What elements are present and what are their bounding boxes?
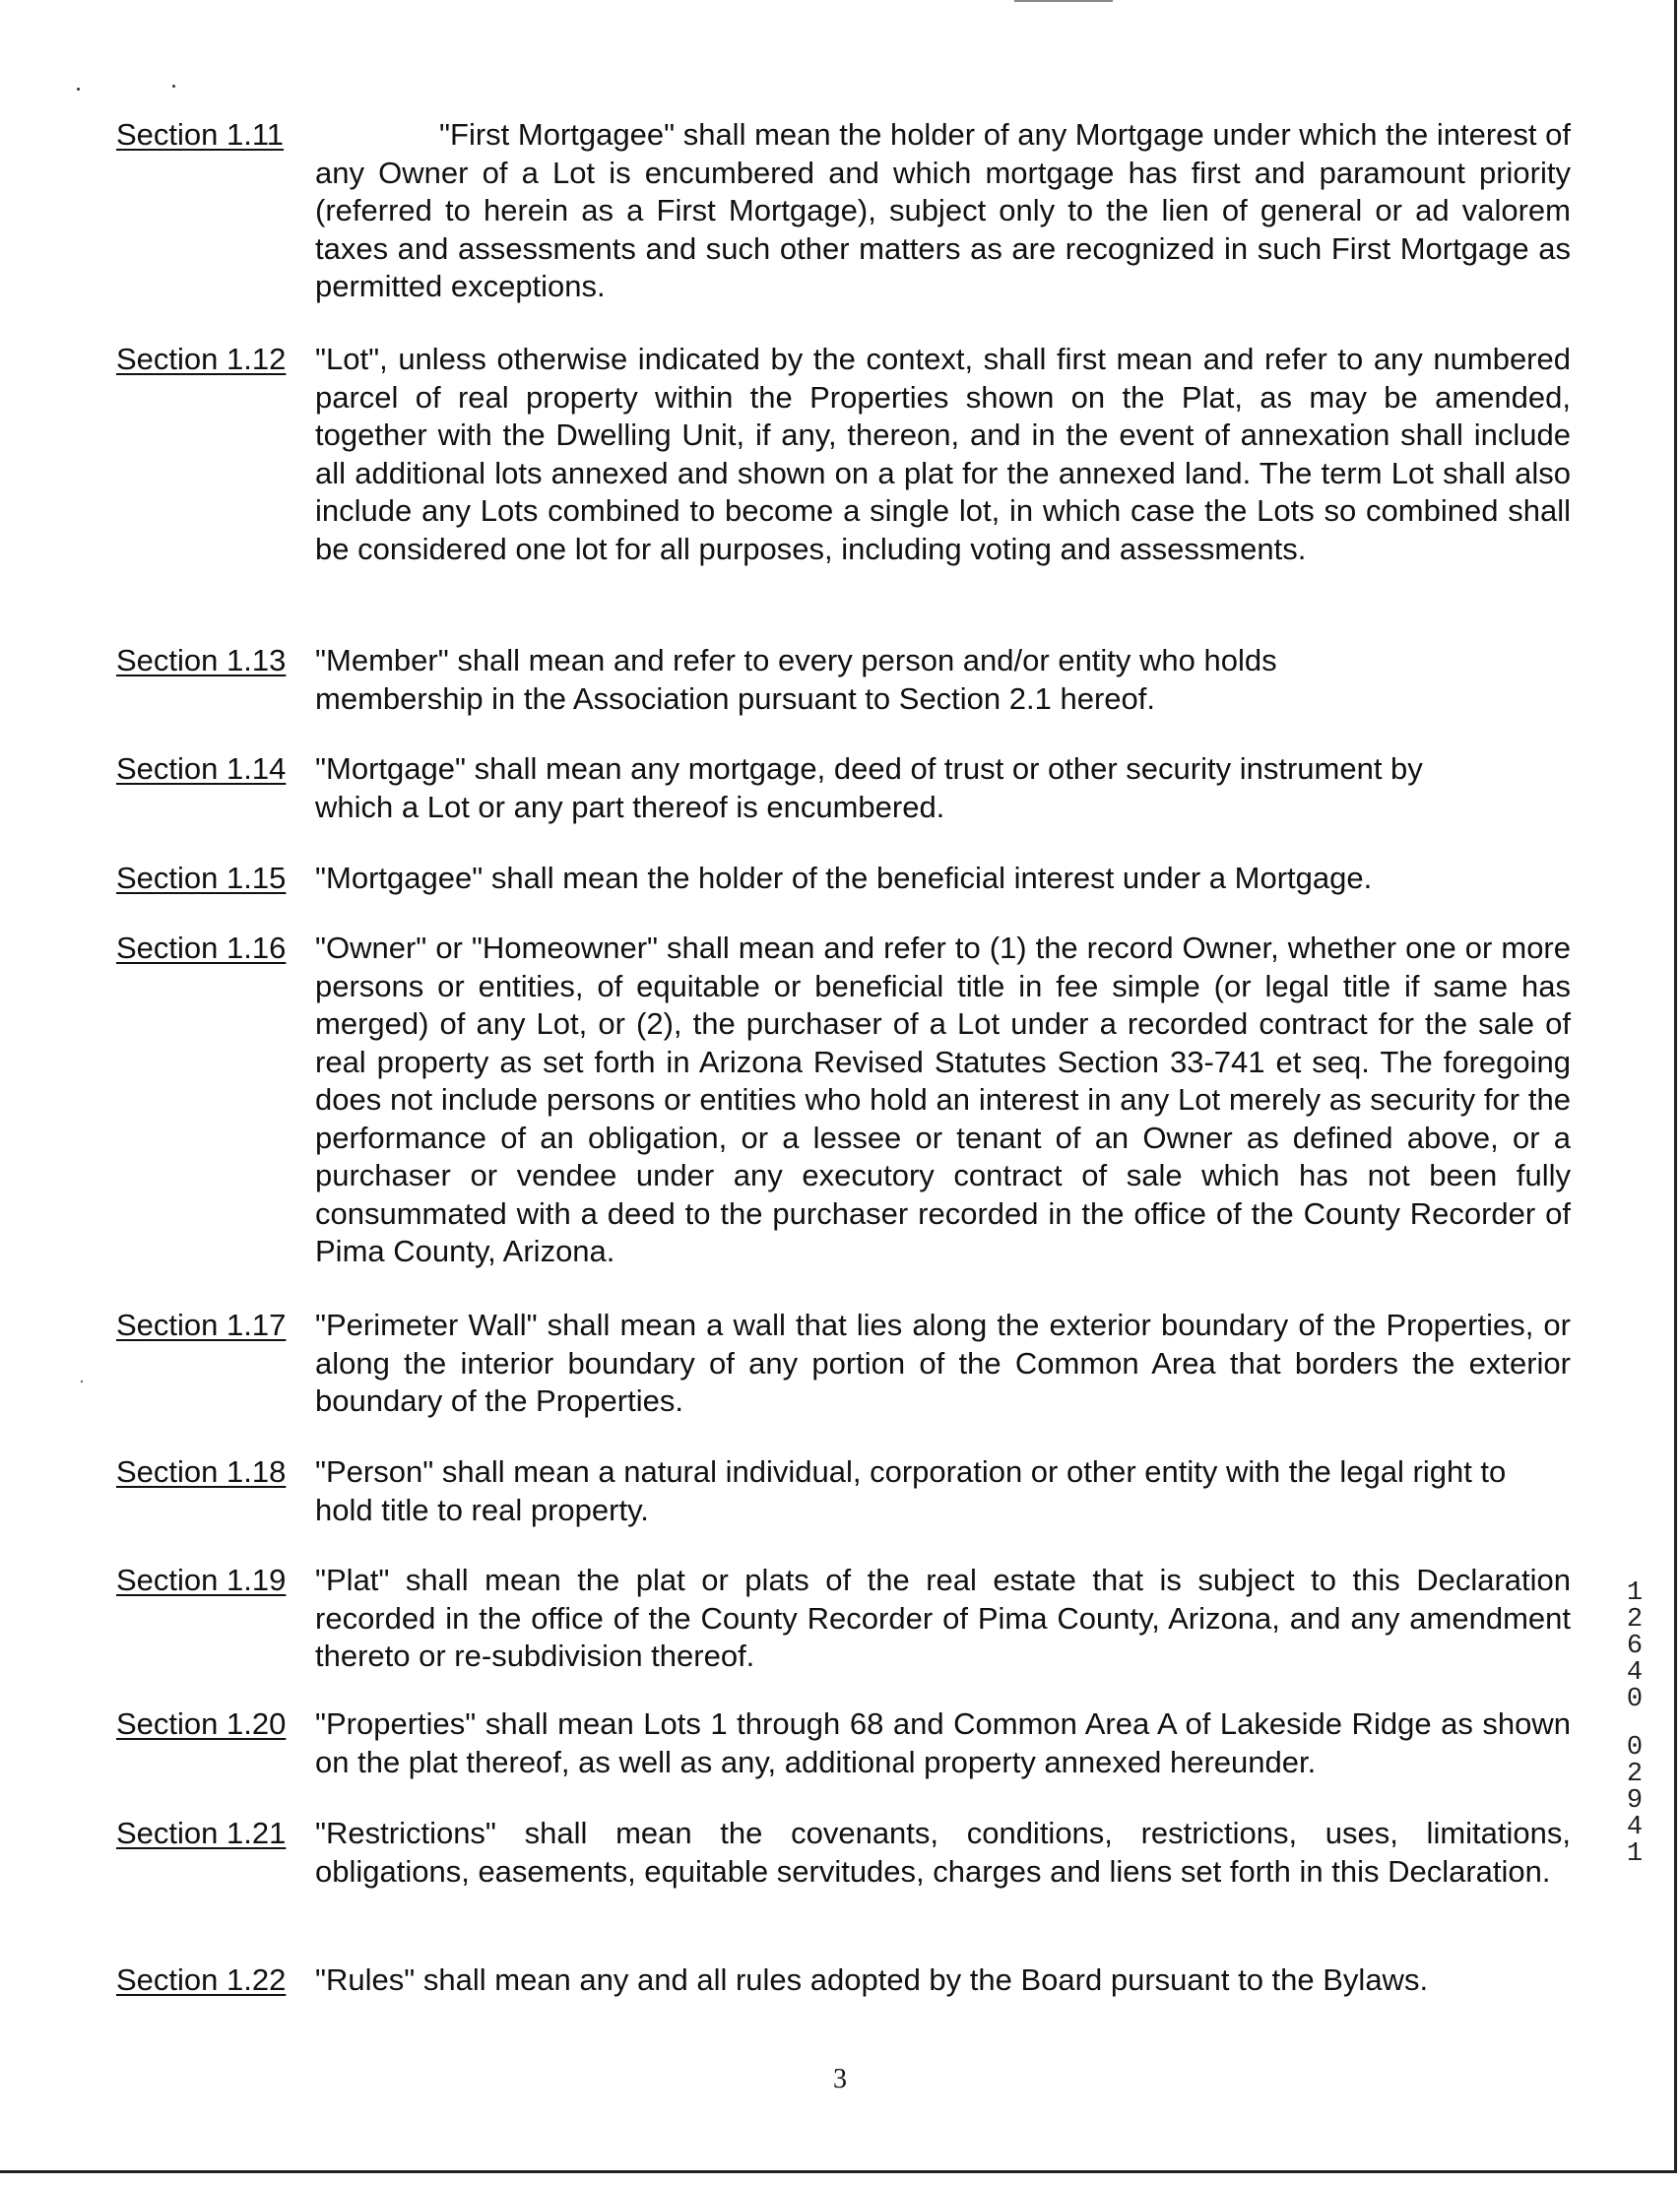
section-text: "Person" shall mean a natural individual, corporation or other entity with the legal right to hold title to real property. (315, 1454, 1507, 1527)
section-label: Section 1.14 (116, 751, 287, 786)
section-1-22 (116, 1961, 1574, 2000)
stamp-digit: 9 (1626, 1786, 1644, 1816)
stamp-page-number (1623, 1735, 1647, 1868)
stamp-digit: 6 (1626, 1632, 1644, 1661)
section-text: "Rules" shall mean any and all rules adopted by the Board pursuant to the Bylaws. (315, 1962, 1429, 1997)
section-label: Section 1.18 (116, 1454, 287, 1489)
scan-border-right (1674, 0, 1677, 2172)
stamp-digit: 4 (1626, 1813, 1644, 1842)
stamp-digit: 2 (1626, 1760, 1644, 1789)
section-label: Section 1.19 (116, 1563, 287, 1597)
section-1-13 (116, 642, 1574, 718)
section-text: "Lot", unless otherwise indicated by the context, shall first mean and refer to any numbered parcel of real property within the Properties shown on the Plat, as may be amended, together with the Dwelling Unit, if any, thereon, and in the event of annexation shall include all additional lots annexed and shown on a plat for the annexed land. The term Lot shall also include any Lots combined to become a single lot, in which case the Lots so combined shall be considered one lot for all purposes, including voting and assessments. (315, 342, 1571, 566)
section-1-15 (116, 860, 1574, 898)
section-1-12 (116, 341, 1574, 568)
stamp-book-number (1623, 1580, 1647, 1713)
section-text: "Properties" shall mean Lots 1 through 68 and Common Area A of Lakeside Ridge as shown on the plat thereof, as well as any, additional property annexed hereunder. (315, 1706, 1571, 1779)
section-label: Section 1.11 (116, 117, 285, 152)
stamp-digit: 4 (1626, 1658, 1644, 1688)
scan-speck (172, 85, 175, 88)
stamp-digit: 1 (1626, 1839, 1644, 1869)
section-text: "Plat" shall mean the plat or plats of the real estate that is subject to this Declaration recorded in the office of the County Recorder of Pima County, Arizona, and any amendment thereto or re-subdivision thereof. (315, 1563, 1571, 1673)
section-label: Section 1.21 (116, 1816, 287, 1850)
recording-stamp (1623, 1580, 1647, 1868)
section-1-14 (116, 750, 1574, 826)
page-number: 3 (833, 2064, 847, 2094)
stamp-digit: 0 (1626, 1733, 1644, 1763)
section-label: Section 1.15 (116, 861, 287, 895)
scan-top-line (1014, 0, 1113, 2)
section-text: "Owner" or "Homeowner" shall mean and refer to (1) the record Owner, whether one or more persons or entities, of equitable or beneficial title in fee simple (or legal title if same has merged) of any Lot, or (2), the purchaser of a Lot under a recorded contract for the sale of real property as set forth in Arizona Revised Statutes Section 33-741 et seq. The foregoing does not include persons or entities who hold an interest in any Lot merely as security for the performance of an obligation, or a lessee or tenant of an Owner as defined above, or a purchaser or vendee under any executory contract of sale which has not been fully consummated with a deed to the purchaser recorded in the office of the County Recorder of Pima County, Arizona. (315, 931, 1571, 1268)
stamp-digit: 2 (1626, 1605, 1644, 1635)
section-label: Section 1.17 (116, 1308, 287, 1342)
section-1-17 (116, 1307, 1574, 1421)
stamp-digit: 0 (1626, 1685, 1644, 1714)
scan-border-bottom (0, 2170, 1677, 2173)
section-text: "Mortgage" shall mean any mortgage, deed of trust or other security instrument by which a Lot or any part thereof is encumbered. (315, 751, 1423, 824)
section-label: Section 1.12 (116, 342, 287, 376)
section-1-18 (116, 1453, 1574, 1529)
section-text: "Perimeter Wall" shall mean a wall that lies along the exterior boundary of the Properties, or along the interior boundary of any portion of the Common Area that borders the exterior boundary of the Properties. (315, 1308, 1571, 1418)
scan-speck (77, 88, 80, 91)
section-label: Section 1.13 (116, 643, 287, 677)
section-1-16 (116, 930, 1574, 1271)
section-text: "Restrictions" shall mean the covenants, conditions, restrictions, uses, limitations, obligations, easements, equitable servitudes, charges and liens set forth in this Declaration. (315, 1816, 1571, 1889)
section-label: Section 1.20 (116, 1706, 287, 1741)
section-1-20 (116, 1705, 1574, 1781)
section-label: Section 1.16 (116, 931, 287, 965)
section-text: "Mortgagee" shall mean the holder of the beneficial interest under a Mortgage. (315, 861, 1373, 895)
section-1-19 (116, 1562, 1574, 1676)
section-1-21 (116, 1815, 1574, 1891)
section-1-11 (116, 116, 1574, 306)
section-text: "First Mortgagee" shall mean the holder of any Mortgage under which the interest of any Owner of a Lot is encumbered and which mortgage has first and paramount priority (referred to herein as a First Mortgage), subject only to the lien of general or ad valorem taxes and assessments and such other matters as are recognized in such First Mortgage as permitted exceptions. (315, 117, 1571, 303)
section-text: "Member" shall mean and refer to every person and/or entity who holds membership in the Association pursuant to Section 2.1 hereof. (315, 643, 1277, 716)
scan-speck (81, 1381, 83, 1382)
stamp-digit: 1 (1626, 1578, 1644, 1608)
section-label: Section 1.22 (116, 1962, 287, 1997)
